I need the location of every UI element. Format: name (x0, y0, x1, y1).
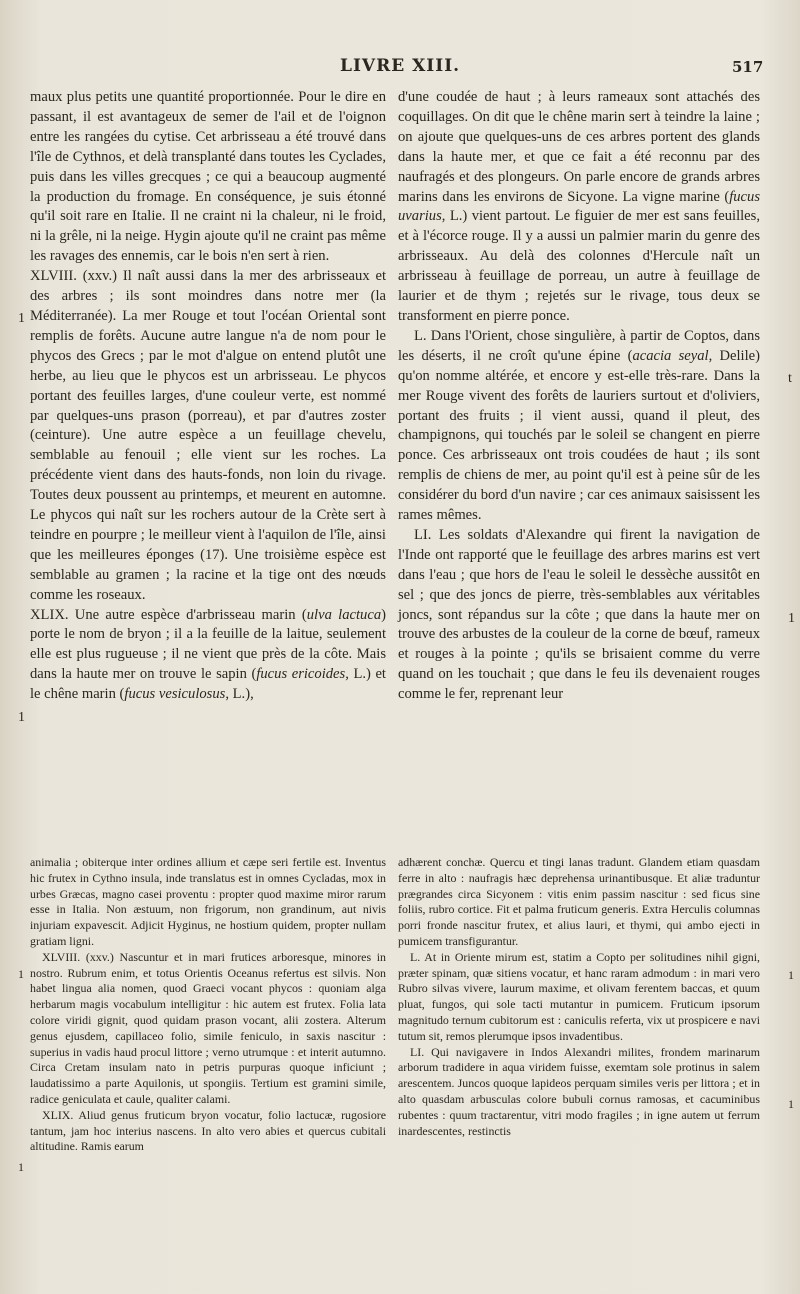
latin-paragraph: LI. Qui navigavere in Indos Alexandri milites, frondem marinarum arborum tradidere in aqua viridem fuisse, exemtam sole protinus in salem arescentem. Juncos quoque lapideos perquam similes veris per littora ; et in alto quasdam arbusculas colore bubuli cornus ramosas, et cacuminibus rubentes : quum tractarentur, vitri modo fragiles ; in igne autem ut ferrum inardescentes, restinctis (398, 1044, 760, 1138)
french-paragraph (398, 88, 760, 327)
french-column-left (30, 88, 386, 705)
species-name: fucus ericoides (256, 666, 346, 683)
latin-paragraph: XLIX. Aliud genus fruticum bryon vocatur, folio lactucæ, rugosiore tantum, jam hoc interius nascens. In alto vero abies et quercus cubitali altitudine. Ramis earum (30, 1107, 386, 1154)
margin-number: 1 (788, 611, 795, 626)
running-title: LIVRE XIII. (340, 56, 461, 76)
margin-number: 1 (18, 1160, 24, 1174)
french-paragraph: LI. Les soldats d'Alexandre qui firent la navigation de l'Inde ont rapporté que le feuillage des arbres marins est vert dans l'eau ; que hors de l'eau le soleil le dessèche aussitôt en sel ; que des joncs de pierre, très-semblables aux véritables joncs, sont répandus sur la côte ; que dans la haute mer on trouve des arbustes de la couleur de la corne de bœuf, rameux et rouges à la pointe ; qu'ils se brisaient comme du verre quand on les touchait ; que dans le feu ils devenaient rouges comme le fer, reprenant leur (398, 526, 760, 703)
species-name: fucus uvarius (398, 188, 760, 225)
page-number: 517 (732, 58, 764, 76)
latin-column-right (398, 855, 760, 1139)
french-paragraph: XLVIII. (xxv.) Il naît aussi dans la mer des arbrisseaux et des arbres ; ils sont moindres dans notre mer (la Méditerranée). La mer Rouge et tout l'océan Oriental sont remplis de forêts. Aucune autre langue n'a de nom pour le phycos des Grecs ; par le mot d'algue on entend plutôt une herbe, au lieu que le phycos est un arbrisseau. Le phycos portant des feuilles larges, d'une couleur verte, est nommé par quelques-uns prason (porreau), et par d'autres zoster (ceinture). Une autre espèce a un feuillage chevelu, semblable au fenouil ; elle vient sur les roches. La précédente vient dans des hauts-fonds, non loin du rivage. Toutes deux poussent au printemps, et meurent en automne. Le phycos qui naît sur les rochers autour de la Crète sert à teindre en pourpre ; le meilleur vient à l'aquilon de l'île, ainsi que les meilleures éponges (17). Une troisième espèce est semblable au gramen ; la racine et la tige ont des nœuds comme les roseaux. (30, 268, 386, 603)
margin-number: 1 (788, 1097, 794, 1111)
text-run: XLIX. Une autre espèce d'arbrisseau marin ( (30, 606, 307, 623)
margin-number: 1 (788, 968, 794, 982)
french-paragraph (30, 606, 386, 706)
text-run: , Delile) qu'on nomme altérée, et encore y est-elle très-rare. Dans la mer Rouge vivent des forêts de lauriers surtout et d'oliviers, portant des fruits ; il vient aussi, quand il pleut, des champignons, qui touchés par le soleil se changent en pierre ponce. Ces arbrisseaux ont trois coudées de haut ; ils sont remplis de chiens de mer, au point qu'il est à peine sûr de les considérer du bord d'un navire ; car ces animaux saisissent les rames mêmes. (398, 347, 760, 524)
margin-number: 1 (18, 967, 24, 981)
text-run: ) porte le nom de bryon ; il a la feuille de la laitue, seulement elle est plus rugueuse ; il ne vient que près de la côte. Mais dans la haute mer on trouve le sapin ( (30, 606, 387, 683)
latin-paragraph: XLVIII. (xxv.) Nascuntur et in mari frutices arboresque, minores in nostro. Rubrum enim, et totus Orientis Oceanus refertus est silvis. Non habet lingua alia nomen, quod Graeci vocant phycos : quoniam alga herbarum magis vocabulum intelligitur : hic autem est frutex. Folia lata colore viridi gignit, quod quidam prason vocant, alii zostera. Alterum genus ejusdem, capillaceo folio, simile feniculo, in saxis nascitur : superius in vadis haud procul littore ; verno utrumque : et interit autumno. Circa Cretam insulam nato in petris purpuras quoque inficiunt ; laudatissimo a parte Aquilonis, ut spongiis. Tertium est gramini simile, radice geniculata et caule, qualiter calami. (30, 949, 386, 1106)
margin-number: 1 (18, 710, 25, 725)
margin-number: t (788, 371, 792, 386)
text-run: , L.) vient partout. Le figuier de mer est sans feuilles, et à l'écorce rouge. Il y a aussi un palmier marin du genre des arbrisseaux. Au delà des colonnes d'Hercule naît un arbrisseau à feuillage de porreau, un autre à feuillage de laurier et de thym ; rejetés sur le rivage, tous deux se transforment en pierre ponce. (398, 208, 760, 324)
species-name: fucus vesiculosus (124, 686, 226, 703)
text-run: , L.) et le chêne marin ( (30, 666, 386, 703)
species-name: acacia seyal (632, 347, 709, 364)
text-run: , L.), (225, 686, 254, 703)
french-paragraph (398, 327, 760, 526)
latin-paragraph: adhærent conchæ. Quercu et tingi lanas tradunt. Glandem etiam quasdam ferre in alto : naufragis hæc deprehensa urinantibusque. Et aliæ traduntur prægrandes circa Sicyonem : vitis enim passim nascitur : sed ficus sine foliis, rubro cortice. Fit et palma fruticum generis. Extra Herculis columnas porri fronde nascitur frutex, et alius lauri, et thymi, qui ambo ejecti in pumicem transfigurantur. (398, 855, 760, 948)
french-column-right (398, 88, 760, 705)
latin-column-left (30, 855, 386, 1155)
species-name: ulva lactuca (306, 606, 382, 623)
text-run: L. Dans l'Orient, chose singulière, à partir de Coptos, dans les déserts, il ne croît qu'une épine ( (398, 327, 760, 364)
latin-paragraph: L. At in Oriente mirum est, statim a Copto per solitudines nihil gigni, præter spinam, quæ sitiens vocatur, et hanc raram admodum : in mari vero Rubro silvas vivere, laurum maxime, et olivam ferentem baccas, et quum pluat, fungos, qui sole tacti mutantur in pumicem. Fruticum ipsorum magnitudo ternum cubitorum est : caniculis referta, vix ut prospicere e navi tutum sit, remos plerumque ipsos invadentibus. (398, 949, 760, 1043)
french-paragraph: maux plus petits une quantité proportionnée. Pour le dire en passant, il est avantageux de semer de l'ail et de l'oignon entre les rangées du cytise. Cet arbrisseau a été trouvé dans l'île de Cythnos, et delà transplanté dans toutes les Cyclades, puis dans les villes grecques ; ce qui a beaucoup augmenté la production du fromage. En conséquence, je suis étonné qu'il soit rare en Italie. Il ne craint ni la chaleur, ni le froid, ni la grêle, ni la neige. Hygin ajoute qu'il ne craint pas même les ravages des ennemis, car le bois n'en sert à rien. (30, 89, 386, 265)
latin-paragraph: animalia ; obiterque inter ordines allium et cæpe seri fertile est. Inventus hic frutex in Cythno insula, inde translatus est in omnes Cycladas, mox in urbes Græcas, magno casei proventu : propter quod maxime miror rarum esse in Italia. Non æstuum, non frigorum, non grandinum, aut nivis injuriam expavescit. Adjicit Hyginus, ne hostium quidem, propter nullam gratiam ligni. (30, 855, 386, 948)
text-run: d'une coudée de haut ; à leurs rameaux sont attachés des coquillages. On dit que le chêne marin sert à teindre la laine ; on ajoute que quelques-uns de ces arbres portent des glands dans la haute mer, et que ce fait a été reconnu par des naufragés et des plongeurs. On parle encore de grands arbres marins dans les environs de Sicyone. La vigne marine ( (398, 89, 760, 205)
margin-number: 1 (18, 311, 25, 326)
